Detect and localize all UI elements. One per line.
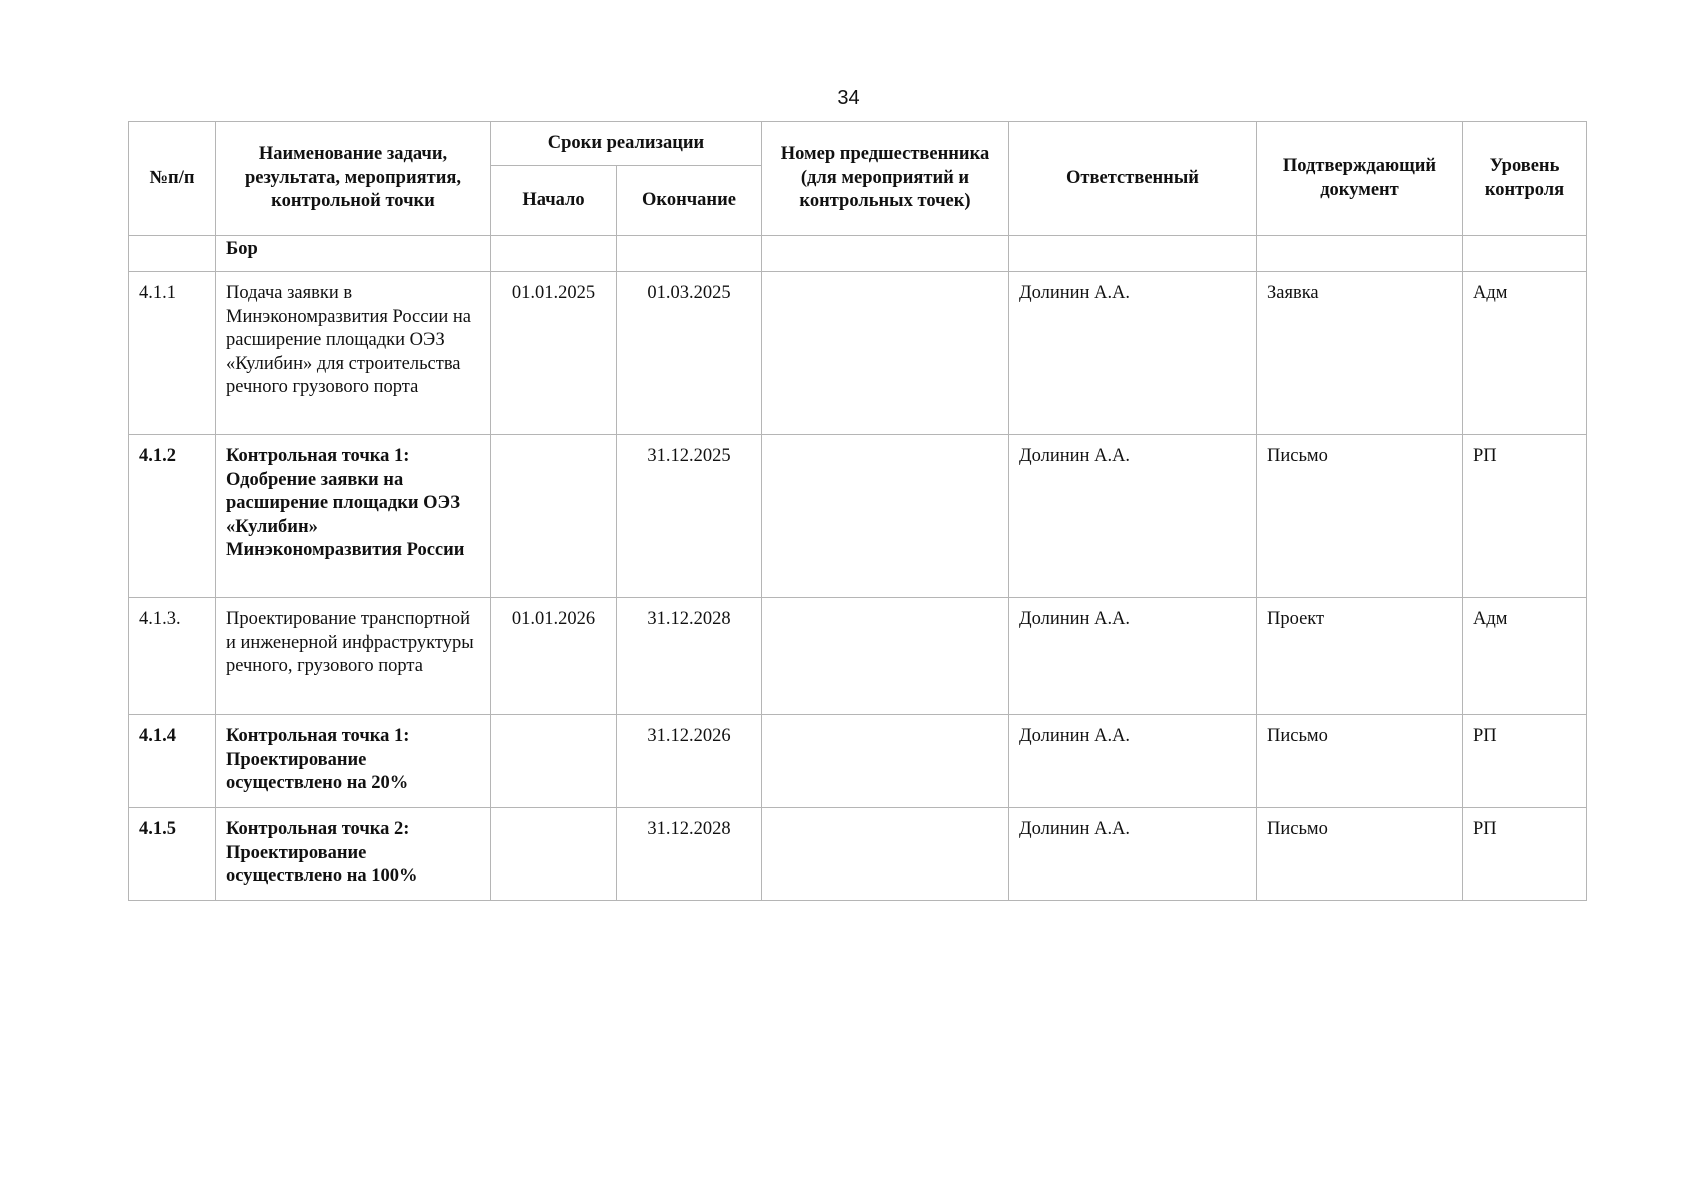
- cell-control-level: РП: [1463, 715, 1587, 808]
- cell-responsible: Долинин А.А.: [1009, 598, 1257, 715]
- cell-document: Письмо: [1257, 715, 1463, 808]
- cell-document: [1257, 236, 1463, 272]
- cell-predecessor: [762, 808, 1009, 901]
- cell-start: [491, 236, 617, 272]
- cell-start: 01.01.2026: [491, 598, 617, 715]
- cell-num: 4.1.3.: [129, 598, 216, 715]
- cell-control-level: Адм: [1463, 598, 1587, 715]
- cell-responsible: Долинин А.А.: [1009, 715, 1257, 808]
- cell-start: [491, 808, 617, 901]
- header-document: Подтверждающий документ: [1257, 122, 1463, 236]
- cell-responsible: [1009, 236, 1257, 272]
- cell-predecessor: [762, 715, 1009, 808]
- cell-document: Письмо: [1257, 808, 1463, 901]
- table-row: [129, 272, 1587, 435]
- cell-predecessor: [762, 598, 1009, 715]
- cell-responsible: Долинин А.А.: [1009, 808, 1257, 901]
- header-predecessor: Номер предшественника (для мероприятий и контрольных точек): [762, 122, 1009, 236]
- header-name: Наименование задачи, результата, мероприятия, контрольной точки: [216, 122, 491, 236]
- table-row: [129, 598, 1587, 715]
- cell-document: Проект: [1257, 598, 1463, 715]
- header-end: Окончание: [617, 166, 762, 236]
- cell-num: 4.1.2: [129, 435, 216, 598]
- cell-start: 01.01.2025: [491, 272, 617, 435]
- header-timeline: Сроки реализации: [491, 122, 762, 166]
- cell-predecessor: [762, 435, 1009, 598]
- table-row: [129, 808, 1587, 901]
- cell-end: [617, 236, 762, 272]
- cell-responsible: Долинин А.А.: [1009, 272, 1257, 435]
- cell-start: [491, 435, 617, 598]
- cell-control-level: РП: [1463, 435, 1587, 598]
- table-body: [129, 236, 1587, 901]
- table-row: [129, 435, 1587, 598]
- header-num: №п/п: [129, 122, 216, 236]
- table-header: [129, 122, 1587, 236]
- cell-end: 31.12.2026: [617, 715, 762, 808]
- cell-predecessor: [762, 272, 1009, 435]
- cell-document: Письмо: [1257, 435, 1463, 598]
- table-row: [129, 715, 1587, 808]
- cell-num: 4.1.5: [129, 808, 216, 901]
- cell-end: 31.12.2028: [617, 598, 762, 715]
- cell-end: 01.03.2025: [617, 272, 762, 435]
- cell-num: 4.1.1: [129, 272, 216, 435]
- cell-num: 4.1.4: [129, 715, 216, 808]
- cell-name: Контрольная точка 1: Проектирование осуществлено на 20%: [216, 715, 491, 808]
- cell-control-level: Адм: [1463, 272, 1587, 435]
- cell-end: 31.12.2025: [617, 435, 762, 598]
- implementation-plan-table: [128, 121, 1587, 901]
- cell-document: Заявка: [1257, 272, 1463, 435]
- cell-name: Подача заявки в Минэкономразвития России на расширение площадки ОЭЗ «Кулибин» для строительства речного грузового порта: [216, 272, 491, 435]
- cell-name: Бор: [216, 236, 491, 272]
- cell-num: [129, 236, 216, 272]
- header-control-level: Уровень контроля: [1463, 122, 1587, 236]
- cell-name: Контрольная точка 1: Одобрение заявки на расширение площадки ОЭЗ «Кулибин» Минэкономразвития России: [216, 435, 491, 598]
- table-row-continuation: [129, 236, 1587, 272]
- cell-name: Проектирование транспортной и инженерной инфраструктуры речного, грузового порта: [216, 598, 491, 715]
- header-responsible: Ответственный: [1009, 122, 1257, 236]
- cell-name: Контрольная точка 2: Проектирование осуществлено на 100%: [216, 808, 491, 901]
- cell-responsible: Долинин А.А.: [1009, 435, 1257, 598]
- cell-control-level: [1463, 236, 1587, 272]
- header-start: Начало: [491, 166, 617, 236]
- cell-start: [491, 715, 617, 808]
- cell-control-level: РП: [1463, 808, 1587, 901]
- cell-predecessor: [762, 236, 1009, 272]
- cell-end: 31.12.2028: [617, 808, 762, 901]
- page-number: 34: [837, 87, 860, 109]
